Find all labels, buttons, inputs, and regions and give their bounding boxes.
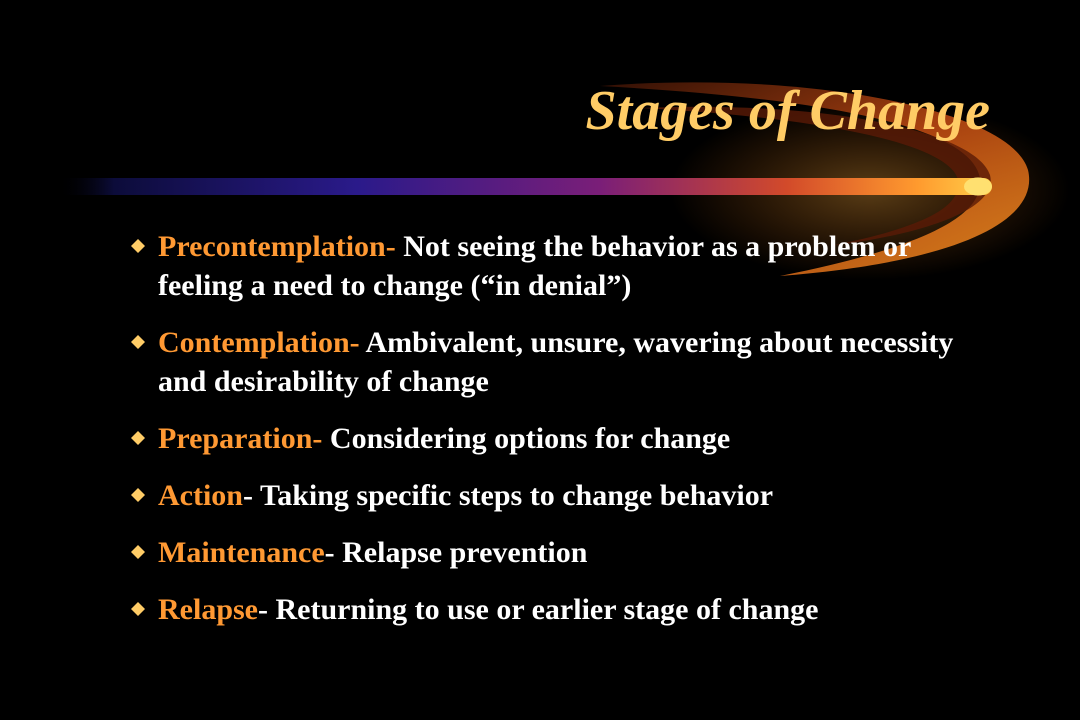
bullet-contemplation	[128, 323, 988, 401]
bullet-term: Precontemplation-	[158, 230, 396, 263]
bullet-list	[128, 227, 988, 629]
bullet-relapse	[128, 590, 988, 629]
diamond-bullet-icon	[131, 602, 145, 616]
bullet-text: - Returning to use or earlier stage of change	[258, 593, 819, 626]
bullet-text: - Relapse prevention	[324, 536, 588, 569]
diamond-bullet-icon	[131, 239, 145, 253]
streak-bar	[58, 178, 992, 195]
bullet-text: - Taking specific steps to change behavior	[243, 479, 774, 512]
bullet-action	[128, 476, 988, 515]
slide-title: Stages of Change	[585, 80, 990, 142]
bullet-text: Ambivalent, unsure, wavering about necessity and desirability of change	[158, 326, 954, 398]
bullet-text: Not seeing the behavior as a problem or feeling a need to change (“in denial”)	[158, 230, 911, 302]
bullet-term: Action	[158, 479, 243, 512]
bullet-preparation	[128, 419, 988, 458]
bullet-precontemplation	[128, 227, 988, 305]
bullet-maintenance	[128, 533, 988, 572]
bullet-term: Preparation-	[158, 422, 323, 455]
bullet-term: Contemplation-	[158, 326, 360, 359]
bullet-term: Relapse	[158, 593, 258, 626]
diamond-bullet-icon	[131, 545, 145, 559]
bullet-term: Maintenance	[158, 536, 325, 569]
diamond-bullet-icon	[131, 488, 145, 502]
bullet-text: Considering options for change	[322, 422, 731, 455]
diamond-bullet-icon	[131, 431, 145, 445]
diamond-bullet-icon	[131, 335, 145, 349]
streak-cap	[964, 178, 992, 196]
